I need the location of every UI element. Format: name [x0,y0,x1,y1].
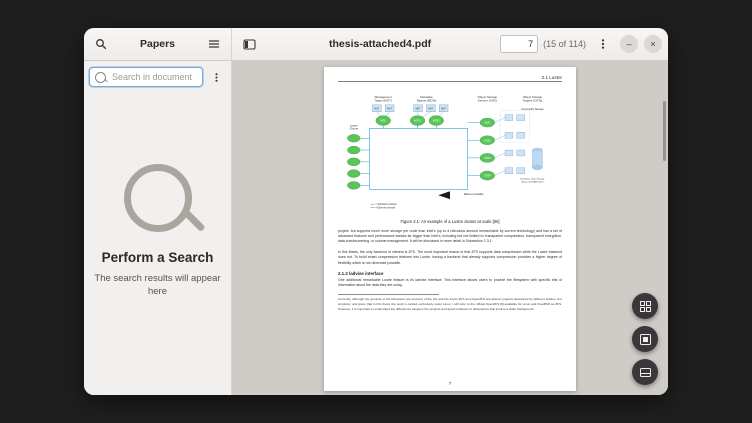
subsection-heading: 2.1.2 ladvise interface [338,271,384,277]
svg-text:MGS: MGS [380,119,387,123]
svg-text:OSS1: OSS1 [484,121,491,125]
svg-text:MDT: MDT [441,107,447,110]
svg-text:Object Storage: Object Storage [522,94,543,99]
svg-text:= Infiniband network: = Infiniband network [375,203,397,206]
header-bar [84,28,668,61]
svg-text:= Ethernet network: = Ethernet network [375,206,396,209]
figure-lustre-cluster [340,88,560,216]
page-title: thesis-attached4.pdf [329,38,432,50]
svg-text:Servers (OSS): Servers (OSS) [477,97,497,102]
annotate-button[interactable] [632,359,658,385]
svg-text:Target (MGT): Target (MGT) [374,97,392,102]
grid-view-button[interactable] [632,293,658,319]
pdf-viewer-window [84,28,668,395]
empty-state-subtitle: The search results will appear here [94,272,221,297]
svg-text:MGT: MGT [387,107,393,110]
svg-text:Commodity Storage: Commodity Storage [521,107,544,111]
footnote-text: Currently, although the grounds of the filesystem are property of the US and the Intel's ZFS and OpenZFS are distinct projects developed by different entities. For simplicity, and given that in this thesis the work is carried exclusively under Linux, I will refer to the official OpenZFS [8] available for Linux and FreeBSD as ZFS. However, it is important to understand the differences between the projects and avoid confusion in discussions that involve a wider background. [338,297,562,311]
sidebar-header [84,28,232,60]
svg-text:MDT: MDT [415,107,421,110]
vertical-ellipsis-icon[interactable] [592,33,614,55]
svg-text:Enterprise Class Storage: Enterprise Class Storage [520,178,545,180]
minimize-button[interactable]: – [620,35,638,53]
search-input[interactable] [110,71,197,83]
page-number-input[interactable] [500,35,538,53]
page-number-label: 7 [448,381,452,386]
svg-text:Targets (MDTs): Targets (MDTs) [416,97,437,102]
search-field[interactable] [89,67,203,87]
pdf-page [324,67,576,391]
floating-action-buttons [632,293,658,385]
svg-text:MDT: MDT [428,107,434,110]
body-paragraph-1: project, but supports much more storage per node than Intel's (up to a ridiculous amount unreachable by current technology) and has a set of advanced features and performance tweaks far bigger than Intel's, including but not limited to: transparent compression, transparent encryption, data checksumming, or volume management. It will be discussed in more detail in Subsection 2.3.1. [338,228,562,244]
sidebar-title: Papers [139,38,176,50]
svg-text:failover possible: failover possible [463,192,484,196]
window-body [84,61,668,395]
document-view[interactable] [232,61,668,395]
svg-text:Management: Management [374,94,392,99]
footnote-rule [338,294,439,295]
hamburger-menu-icon[interactable] [203,33,225,55]
empty-state-title: Perform a Search [101,249,214,265]
page-navigator [500,35,586,53]
vertical-ellipsis-icon[interactable] [205,66,227,88]
body-paragraph-2: In this thesis, the only backend of interest is ZFS. The most important reason is that ZFS supports data compression while the Lustre backend does not. To build smart compression features into Lustre, having a backend that already supports compression provides a higher degree of flexibility which is not otherwise possible. [338,249,562,265]
header-rule [338,81,562,82]
body-paragraph-3: One additional remarkable Lustre feature is its ladvise interface. This interface allows users to provide the filesystem with specific bits of information about the data they are using. [338,278,562,288]
search-icon[interactable] [90,33,112,55]
svg-text:Metadata: Metadata [420,94,433,99]
search-row [84,61,231,93]
document-toolbar [232,28,668,60]
svg-text:MDS1: MDS1 [414,119,422,123]
svg-text:Clients: Clients [349,127,358,131]
search-icon [95,72,106,83]
sidebar-toggle-icon[interactable] [238,33,260,55]
search-icon [124,164,192,232]
svg-text:OSS4: OSS4 [484,174,491,178]
section-header: 2.1 Lustre [541,75,562,80]
svg-text:OSS2: OSS2 [484,138,491,142]
search-empty-state [84,93,231,395]
figure-caption: Figure 2.1: An example of a Lustre cluster at scale [85] [400,218,500,224]
page-total-label: (15 of 114) [543,39,586,49]
svg-text:OSS3: OSS3 [484,156,491,160]
search-sidebar [84,61,232,395]
svg-text:Object Storage: Object Storage [477,94,498,99]
svg-text:Lustre: Lustre [349,123,358,127]
zoom-fit-button[interactable] [632,326,658,352]
svg-text:Arrays and SAN Fabric: Arrays and SAN Fabric [521,180,544,183]
vertical-scrollbar[interactable] [663,101,666,161]
svg-text:MGT: MGT [374,107,380,110]
svg-text:MDS2: MDS2 [432,119,440,123]
svg-text:Targets (OSTs): Targets (OSTs) [522,97,543,102]
close-button[interactable]: × [644,35,662,53]
